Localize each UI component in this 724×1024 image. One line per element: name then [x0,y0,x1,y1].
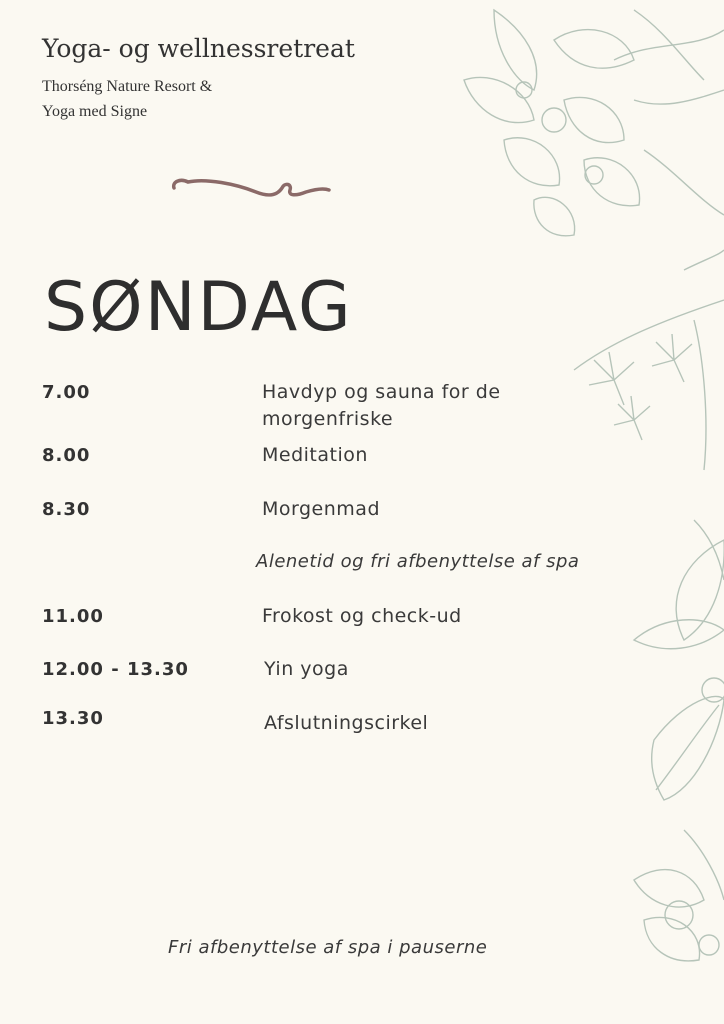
schedule-activity: Morgenmad [262,498,380,520]
schedule-activity: Frokost og check-ud [262,605,462,627]
botanical-illustration [434,0,724,1024]
decorative-flourish [166,174,332,206]
schedule-time: 7.00 [42,382,91,403]
schedule-activity: Meditation [262,444,368,466]
schedule-time: 8.00 [42,445,91,466]
schedule-time: 12.00 - 13.30 [42,659,189,680]
host-subtitle: Yoga med Signe [42,103,148,120]
schedule-activity: Afslutningscirkel [264,712,429,734]
venue-subtitle: Thorséng Nature Resort & [42,78,213,95]
retreat-title: Yoga- og wellnessretreat [42,34,355,63]
schedule-time: 8.30 [42,499,91,520]
day-heading: SØNDAG [44,268,353,347]
midday-note: Alenetid og fri afbenyttelse af spa [256,551,580,572]
schedule-time: 13.30 [42,708,104,729]
schedule-time: 11.00 [42,606,104,627]
schedule-activity: Havdyp og sauna for de morgenfriske [262,381,501,430]
footer-note: Fri afbenyttelse af spa i pauserne [168,937,488,958]
schedule-activity: Yin yoga [264,658,349,680]
